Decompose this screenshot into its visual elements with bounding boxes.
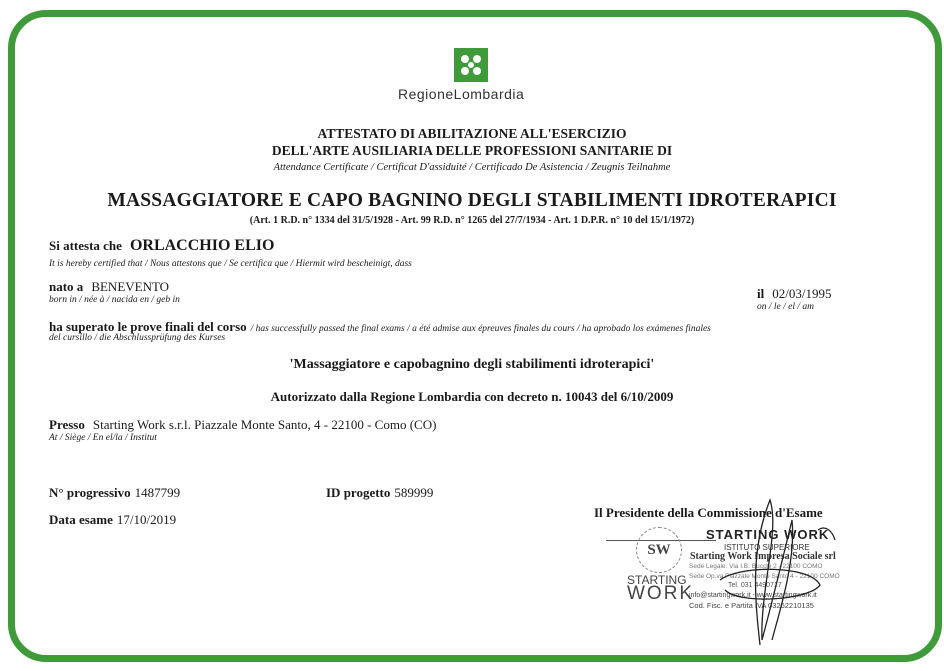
header-line2: DELL'ARTE AUSILIARIA DELLE PROFESSIONI SANITARIE DI	[271, 143, 673, 158]
exam-date-value: 17/10/2019	[116, 512, 177, 527]
legal-reference: (Art. 1 R.D. n° 1334 del 31/5/1928 - Art. 99 R.D. n° 1265 del 27/7/1934 - Art. 1 D.P.R. n° 10 del 15/1/1972)	[249, 215, 695, 226]
regione-lombardia-logo-icon	[454, 48, 488, 82]
born-translations: born in / née à / nacida en / geb in	[49, 295, 180, 305]
holder-name: ORLACCHIO ELIO	[129, 237, 275, 254]
date-label: il	[757, 286, 765, 301]
presso-label: Presso	[49, 417, 85, 432]
signature-title: Il Presidente della Commissione d'Esame	[594, 505, 823, 520]
stamp-brand: STARTING WORK	[706, 527, 830, 542]
stamp-seal-icon: SW	[636, 527, 682, 573]
stamp-logo-top: STARTING	[627, 573, 687, 587]
born-label: nato a	[49, 279, 84, 294]
presso-translations: At / Siège / En el/la / Institut	[49, 433, 157, 443]
course-translations: / has successfully passed the final exams / a été admise aux épreuves finales du cours / ha aprobado los exámenes finales	[250, 324, 711, 334]
exam-date-label: Data esame	[49, 512, 113, 527]
progetto-label: ID progetto	[326, 485, 391, 500]
progressivo-value: 1487799	[134, 485, 181, 500]
header-line1: ATTESTATO DI ABILITAZIONE ALL'ESERCIZIO	[317, 126, 627, 141]
course-translations-2: del cursillo / die Abschlussprüfung des Kurses	[49, 333, 226, 343]
presso-value: Starting Work s.r.l. Piazzale Monte Santo, 4 - 22100 - Como (CO)	[92, 417, 437, 432]
progetto-value: 589999	[394, 485, 434, 500]
stamp-subtitle: ISTITUTO SUPERIORE	[724, 543, 810, 552]
header-translations: Attendance Certificate / Certificat D'assiduité / Certificado De Asistencia / Zeugnis Teilnahme	[273, 162, 671, 173]
date-translations: on / le / el / am	[757, 302, 814, 312]
course-label: ha superato le prove finali del corso	[49, 319, 247, 334]
birth-place: BENEVENTO	[91, 279, 170, 294]
progressivo-label: N° progressivo	[49, 485, 131, 500]
logo-text: RegioneLombardia	[398, 86, 525, 102]
stamp-line2: Sede Op.va Piazzale Monte Santo 4 - 22100 COMO	[689, 573, 840, 580]
course-name: 'Massaggiatore e capobagnino degli stabilimenti idroterapici'	[289, 357, 655, 372]
certificate-title: MASSAGGIATORE E CAPO BAGNINO DEGLI STABILIMENTI IDROTERAPICI	[107, 190, 837, 211]
stamp-line1: Sede Legale: Via I.B. Bucchi 2 - 22100 COMO	[689, 563, 823, 570]
stamp-company: Starting Work Impresa Sociale srl	[690, 551, 836, 562]
birth-date: 02/03/1995	[772, 286, 832, 301]
certify-translations: It is hereby certified that / Nous attestons que / Se certifica que / Hiermit wird bescheinigt, dass	[49, 259, 412, 269]
stamp-logo-bottom: WORK	[627, 583, 695, 604]
stamp-line5: Cod. Fisc. e Partita IVA 03262210135	[689, 601, 814, 610]
stamp-line3: Tel. 031 4490717	[728, 582, 782, 589]
certify-label: Si attesta che	[49, 238, 122, 253]
authorization: Autorizzato dalla Regione Lombardia con decreto n. 10043 del 6/10/2009	[270, 389, 674, 404]
stamp-line4: info@startingwork.it - www.startingwork.it	[689, 592, 817, 599]
handwritten-signature-icon	[700, 490, 860, 650]
